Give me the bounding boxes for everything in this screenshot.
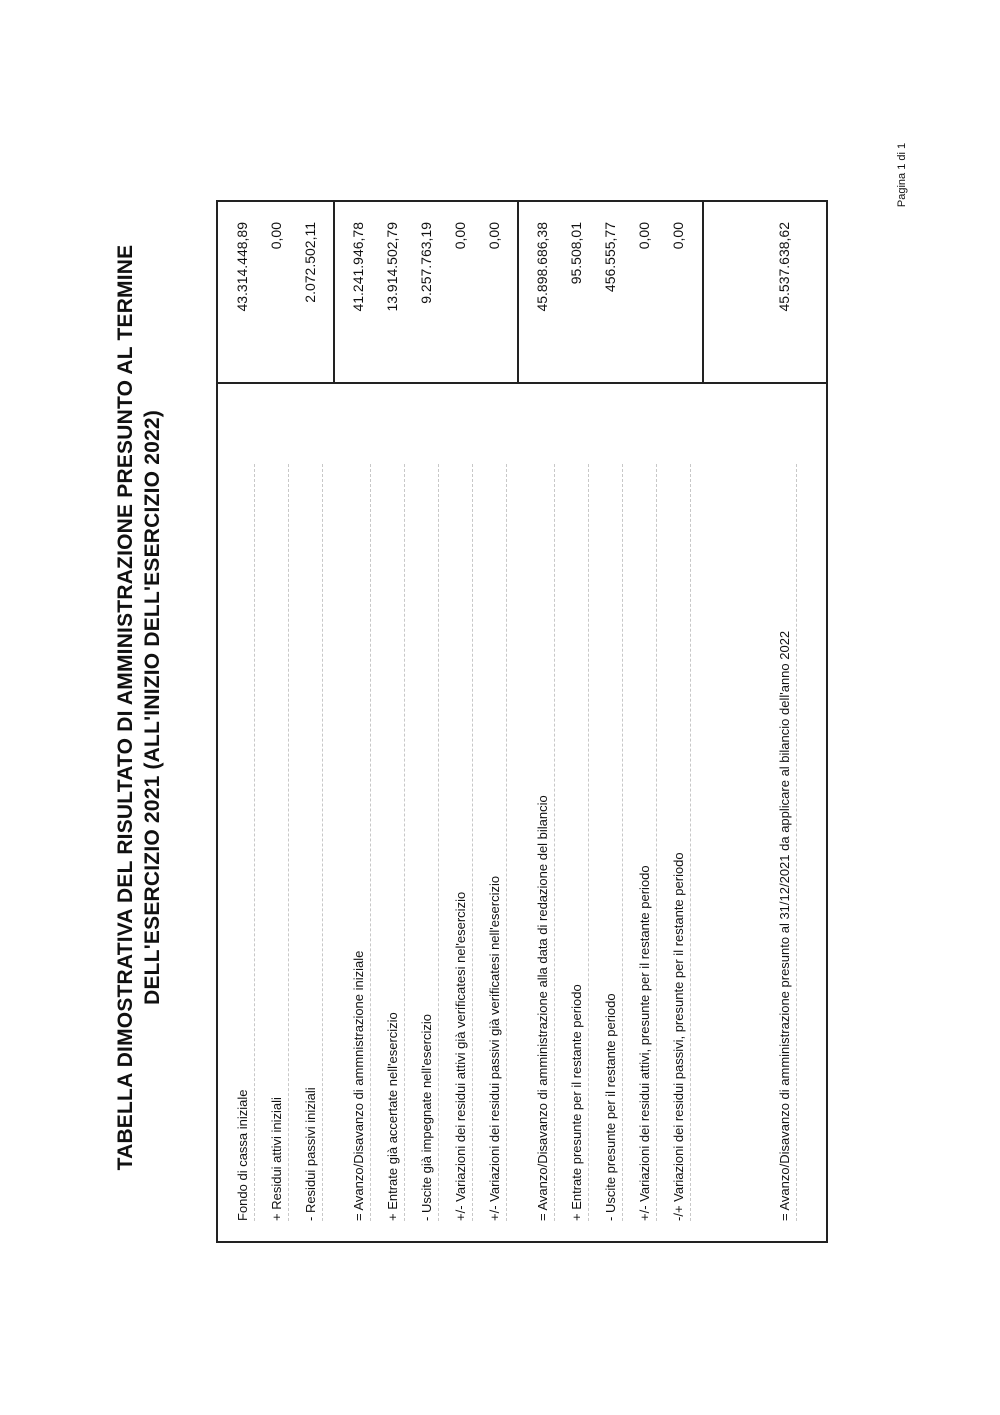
table-row: [410, 200, 440, 1243]
table-row: [376, 200, 406, 1243]
row-label: Fondo di cassa iniziale: [235, 1089, 250, 1221]
row-value: 0,00: [452, 222, 468, 250]
dotted-leader: [288, 464, 289, 1221]
dotted-leader: [588, 464, 589, 1221]
dotted-leader: [506, 464, 507, 1221]
value-separator-3: [702, 200, 704, 384]
dotted-leader: [404, 464, 405, 1221]
dotted-leader: [254, 464, 255, 1221]
table-row: [294, 200, 324, 1243]
dotted-leader: [690, 464, 691, 1221]
row-value: 43.314.448,89: [234, 222, 250, 312]
dotted-leader: [656, 464, 657, 1221]
row-value: 2.072.502,11: [302, 222, 318, 303]
row-label: = Avanzo/Disavanzo di ammnistrazione iniziale: [351, 950, 366, 1221]
row-value: 0,00: [268, 222, 284, 250]
table-row: [342, 200, 372, 1243]
dotted-leader: [554, 464, 555, 1221]
row-label: +/- Variazioni dei residui attivi già verificatesi nel'esercizio: [453, 891, 468, 1221]
table-row: [260, 200, 290, 1243]
row-label: - Uscite presunte per il restante periodo: [603, 993, 618, 1221]
row-value: 456.555,77: [602, 222, 618, 293]
row-label: -/+ Variazioni dei residui passivi, presunte per il restante periodo: [671, 852, 686, 1221]
value-separator-1: [333, 200, 335, 384]
row-label: - Residui passivi iniziali: [303, 1087, 318, 1221]
row-value: 0,00: [670, 222, 686, 250]
row-value: 95.508,01: [568, 222, 584, 285]
value-separator-2: [517, 200, 519, 384]
table-row: [478, 200, 508, 1243]
table-row-total: [768, 200, 798, 1243]
table-row: [628, 200, 658, 1243]
row-value: 0,00: [486, 222, 502, 250]
page-number: Pagina 1 di 1: [896, 142, 908, 208]
dotted-leader: [622, 464, 623, 1221]
document-title-line-2: DELL'ESERCIZIO 2021 (ALL'INIZIO DELL'ESERCIZIO 2022): [141, 410, 164, 1005]
row-label: = Avanzo/Disavanzo di amministrazione alla data di redazione del bilancio: [535, 795, 550, 1221]
table-row: [526, 200, 556, 1243]
row-label: - Uscite già impegnate nell'esercizio: [419, 1014, 434, 1221]
row-value: 45.898.686,38: [534, 222, 550, 312]
dotted-leader: [472, 464, 473, 1221]
table-row: [560, 200, 590, 1243]
row-value: 13.914.502,79: [384, 222, 400, 312]
table-row: [444, 200, 474, 1243]
row-label: = Avanzo/Disavanzo di amministrazione presunto al 31/12/2021 da applicare al bilancio dell'anno 2022: [777, 630, 792, 1221]
table-row: [594, 200, 624, 1243]
row-label: +/- Variazioni dei residui attivi, presunte per il restante periodo: [637, 865, 652, 1221]
dotted-leader: [438, 464, 439, 1221]
dotted-leader: [322, 464, 323, 1221]
dotted-leader: [370, 464, 371, 1221]
row-value: 9.257.763,19: [418, 222, 434, 304]
row-value: 41.241.946,78: [350, 222, 366, 312]
row-label: +/- Variazioni dei residui passivi già verificatesi nell'esercizio: [487, 875, 502, 1221]
document-title-line-1: TABELLA DIMOSTRATIVA DEL RISULTATO DI AMMINISTRAZIONE PRESUNTO AL TERMINE: [114, 244, 137, 1171]
table-row: [662, 200, 692, 1243]
row-value: 45.537.638,62: [776, 222, 792, 312]
row-label: + Entrate già accertate nell'esercizio: [385, 1012, 400, 1221]
row-value: 0,00: [636, 222, 652, 250]
row-label: + Entrate presunte per il restante periodo: [569, 984, 584, 1221]
table-row: [226, 200, 256, 1243]
dotted-leader: [796, 464, 797, 1221]
row-label: + Residui attivi iniziali: [269, 1097, 284, 1221]
